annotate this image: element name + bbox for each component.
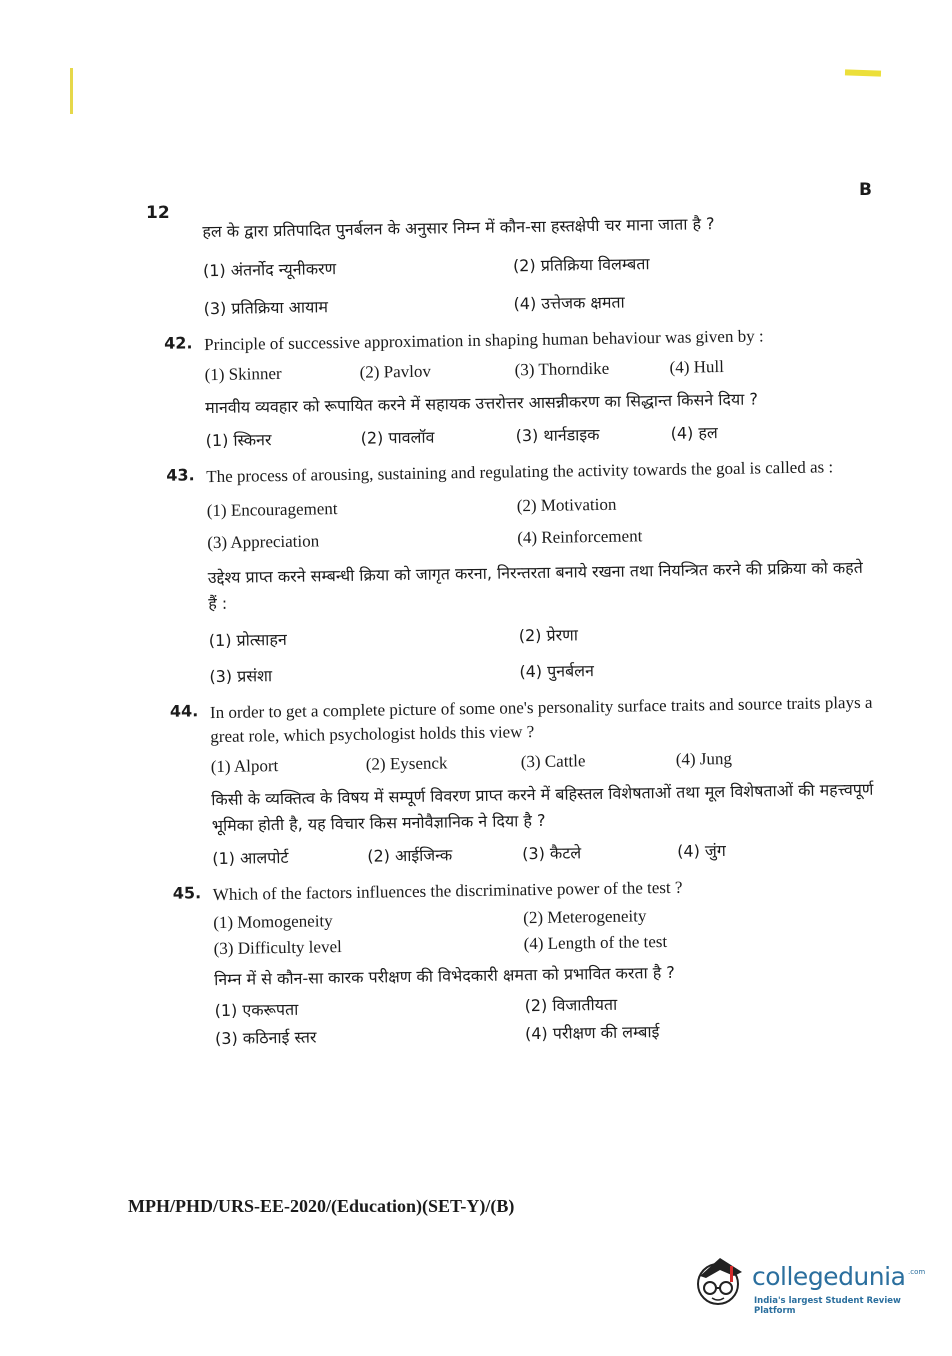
option: (1) Skinner <box>204 363 282 385</box>
question-list <box>150 195 878 1064</box>
option: (3) Difficulty level <box>213 937 342 959</box>
option: (2) आईजिन्क <box>367 845 453 866</box>
option: (3) प्रसंशा <box>209 666 273 687</box>
option: (1) Momogeneity <box>213 911 333 933</box>
question-en: Principle of successive approximation in shaping human behaviour was given by : <box>204 326 764 355</box>
brand-com: .com <box>908 1268 926 1276</box>
brand-name: collegedunia <box>752 1262 906 1291</box>
options-hi <box>212 837 875 869</box>
options-hi <box>209 619 873 687</box>
question-en: In order to get a complete picture of some one's personality surface traits and source traits plays a great role, which psychologist holds this view ? <box>209 692 873 747</box>
option: (4) पुनर्बलन <box>519 661 595 682</box>
option: (1) आलपोर्ट <box>212 847 289 869</box>
question-hi: किसी के व्यक्तित्व के विषय में सम्पूर्ण विवरण प्राप्त करने में बहिस्तल विशेषताओं तथा मूल विशेषताओं की महत्त्वपूर्ण भूमिका होती है, यह विचार किस मनोवैज्ञानिक ने दिया है ? <box>211 779 874 836</box>
question-45 <box>161 873 879 1050</box>
question-en: Which of the factors influences the discriminative power of the test ? <box>212 877 683 905</box>
question-hi: मानवीय व्यवहार को रूपायित करने में सहायक उत्तरोत्तर आसन्नीकरण का सिद्धान्त किसने दिया ? <box>205 389 759 418</box>
option: (2) प्रेरणा <box>518 625 579 646</box>
option: (2) विजातीयता <box>524 994 618 1016</box>
question-en: The process of arousing, sustaining and regulating the activity towards the goal is called as : <box>206 457 834 487</box>
highlighter-mark-right <box>845 69 881 76</box>
options-en <box>211 747 874 777</box>
option: (3) कठिनाई स्तर <box>214 1027 317 1049</box>
question-number: 43. <box>166 465 195 485</box>
brand-tagline: India's largest Student Review Platform <box>754 1296 901 1316</box>
options-en <box>207 491 871 553</box>
option: (4) परीक्षण की लम्बाई <box>524 1022 660 1044</box>
options-en <box>205 355 868 385</box>
option: (1) प्रोत्साहन <box>208 629 287 651</box>
option: (2) पावलॉव <box>360 427 435 448</box>
question-number: 42. <box>164 333 193 353</box>
option: (4) Reinforcement <box>517 526 643 548</box>
option: (4) Length of the test <box>523 931 668 954</box>
question-44 <box>158 691 876 870</box>
option: (1) एकरूपता <box>214 999 299 1021</box>
highlighter-mark-left <box>70 68 73 114</box>
options-en <box>213 903 877 959</box>
question-number: 44. <box>169 701 199 721</box>
options-hi <box>206 419 869 451</box>
options-hi <box>203 249 867 319</box>
option: (1) स्किनर <box>205 430 272 451</box>
option: (4) जुंग <box>677 841 726 861</box>
options-hi <box>214 989 878 1049</box>
option: (3) Cattle <box>520 751 586 772</box>
set-label: B <box>859 180 872 200</box>
question-number: 45. <box>172 883 202 903</box>
question-43 <box>154 455 872 688</box>
option: (3) Thorndike <box>514 358 610 380</box>
option: (2) Pavlov <box>359 361 432 382</box>
option: (3) कैटले <box>522 843 582 864</box>
question-41-continuation <box>150 209 866 320</box>
option: (3) Appreciation <box>207 531 320 553</box>
option: (3) थार्नडाइक <box>515 424 600 446</box>
option: (4) Hull <box>669 357 725 377</box>
option: (2) Meterogeneity <box>523 906 647 928</box>
question-hi: हल के द्वारा प्रतिपादित पुनर्बलन के अनुसार निम्न में कौन-सा हस्तक्षेपी चर माना जाता है ? <box>202 214 715 242</box>
option: (2) Eysenck <box>365 753 448 774</box>
collegedunia-watermark <box>690 1248 925 1318</box>
option: (4) हल <box>670 423 718 443</box>
option: (1) Alport <box>210 756 279 777</box>
page-number: 12 <box>146 203 170 223</box>
option: (4) उत्तेजक क्षमता <box>513 292 625 314</box>
option: (2) Motivation <box>516 494 617 516</box>
option: (4) Jung <box>675 748 733 769</box>
question-hi: निम्न में से कौन-सा कारक परीक्षण की विभेदकारी क्षमता को प्रभावित करता है ? <box>214 962 676 990</box>
option: (1) Encouragement <box>206 499 338 521</box>
option: (2) प्रतिक्रिया विलम्बता <box>512 254 650 276</box>
paper-code-footer: MPH/PHD/URS-EE-2020/(Education)(SET-Y)/(B) <box>128 1196 515 1216</box>
question-hi: उद्देश्य प्राप्त करने सम्बन्धी क्रिया को जागृत करना, निरन्तरता बनाये रखना तथा नियन्त्रित करने की प्रक्रिया को कहते हैं : <box>207 557 863 614</box>
mascot-icon <box>690 1248 750 1314</box>
option: (1) अंतर्नोद न्यूनीकरण <box>202 259 337 281</box>
question-42 <box>152 323 869 452</box>
option: (3) प्रतिक्रिया आयाम <box>203 297 329 319</box>
